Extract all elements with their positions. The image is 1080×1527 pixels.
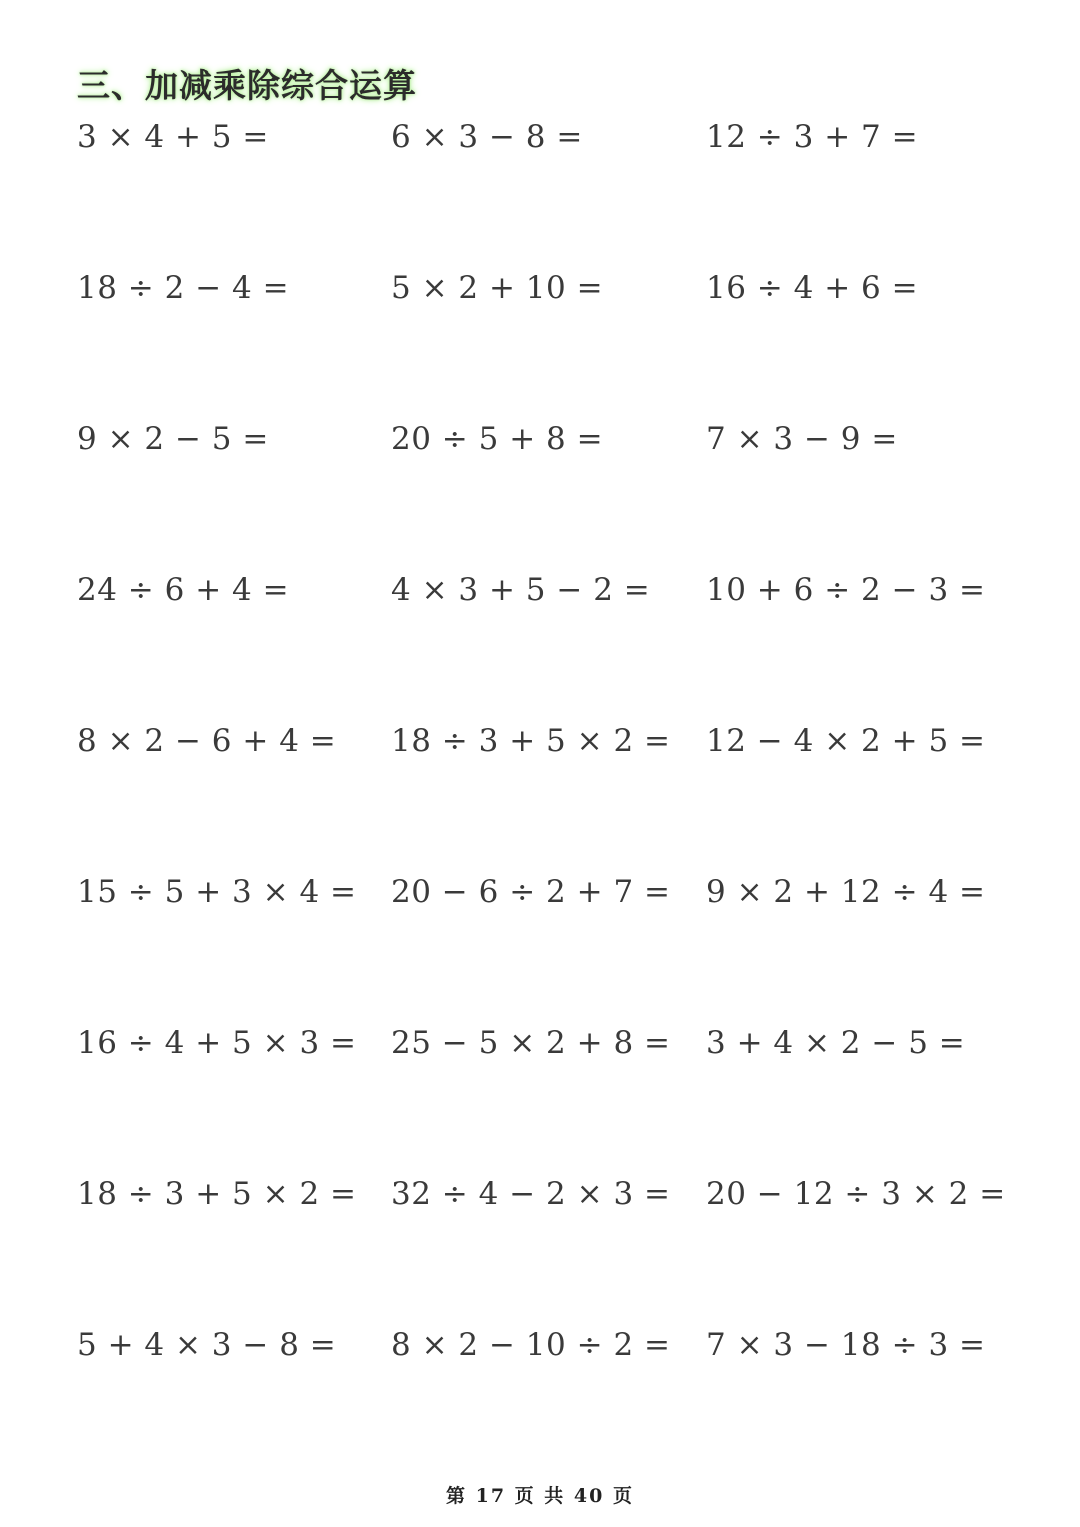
problem-item: 15 ÷ 5 + 3 × 4 = bbox=[77, 874, 357, 910]
problem-item: 20 − 6 ÷ 2 + 7 = bbox=[391, 874, 671, 910]
page-number-footer: 第 17 页 共 40 页 bbox=[446, 1485, 634, 1507]
problem-item: 6 × 3 − 8 = bbox=[391, 119, 583, 155]
problem-item: 12 ÷ 3 + 7 = bbox=[706, 119, 919, 155]
problem-item: 12 − 4 × 2 + 5 = bbox=[706, 723, 986, 759]
problem-item: 5 × 2 + 10 = bbox=[391, 270, 604, 306]
problem-item: 25 − 5 × 2 + 8 = bbox=[391, 1025, 671, 1061]
problem-item: 9 × 2 + 12 ÷ 4 = bbox=[706, 874, 986, 910]
problem-item: 18 ÷ 2 − 4 = bbox=[77, 270, 290, 306]
problem-item: 5 + 4 × 3 − 8 = bbox=[77, 1327, 337, 1363]
problem-item: 9 × 2 − 5 = bbox=[77, 421, 269, 457]
problem-item: 4 × 3 + 5 − 2 = bbox=[391, 572, 651, 608]
problem-item: 16 ÷ 4 + 5 × 3 = bbox=[77, 1025, 357, 1061]
problem-item: 32 ÷ 4 − 2 × 3 = bbox=[391, 1176, 671, 1212]
problem-item: 3 + 4 × 2 − 5 = bbox=[706, 1025, 966, 1061]
problem-item: 7 × 3 − 18 ÷ 3 = bbox=[706, 1327, 986, 1363]
problem-item: 8 × 2 − 10 ÷ 2 = bbox=[391, 1327, 671, 1363]
problem-item: 20 ÷ 5 + 8 = bbox=[391, 421, 604, 457]
problem-item: 16 ÷ 4 + 6 = bbox=[706, 270, 919, 306]
problem-item: 24 ÷ 6 + 4 = bbox=[77, 572, 290, 608]
problem-item: 18 ÷ 3 + 5 × 2 = bbox=[391, 723, 671, 759]
problem-item: 3 × 4 + 5 = bbox=[77, 119, 269, 155]
problem-item: 20 − 12 ÷ 3 × 2 = bbox=[706, 1176, 1006, 1212]
problem-item: 8 × 2 − 6 + 4 = bbox=[77, 723, 337, 759]
problem-item: 7 × 3 − 9 = bbox=[706, 421, 898, 457]
problem-item: 10 + 6 ÷ 2 − 3 = bbox=[706, 572, 986, 608]
section-title: 三、加减乘除综合运算 bbox=[77, 66, 417, 105]
problem-item: 18 ÷ 3 + 5 × 2 = bbox=[77, 1176, 357, 1212]
